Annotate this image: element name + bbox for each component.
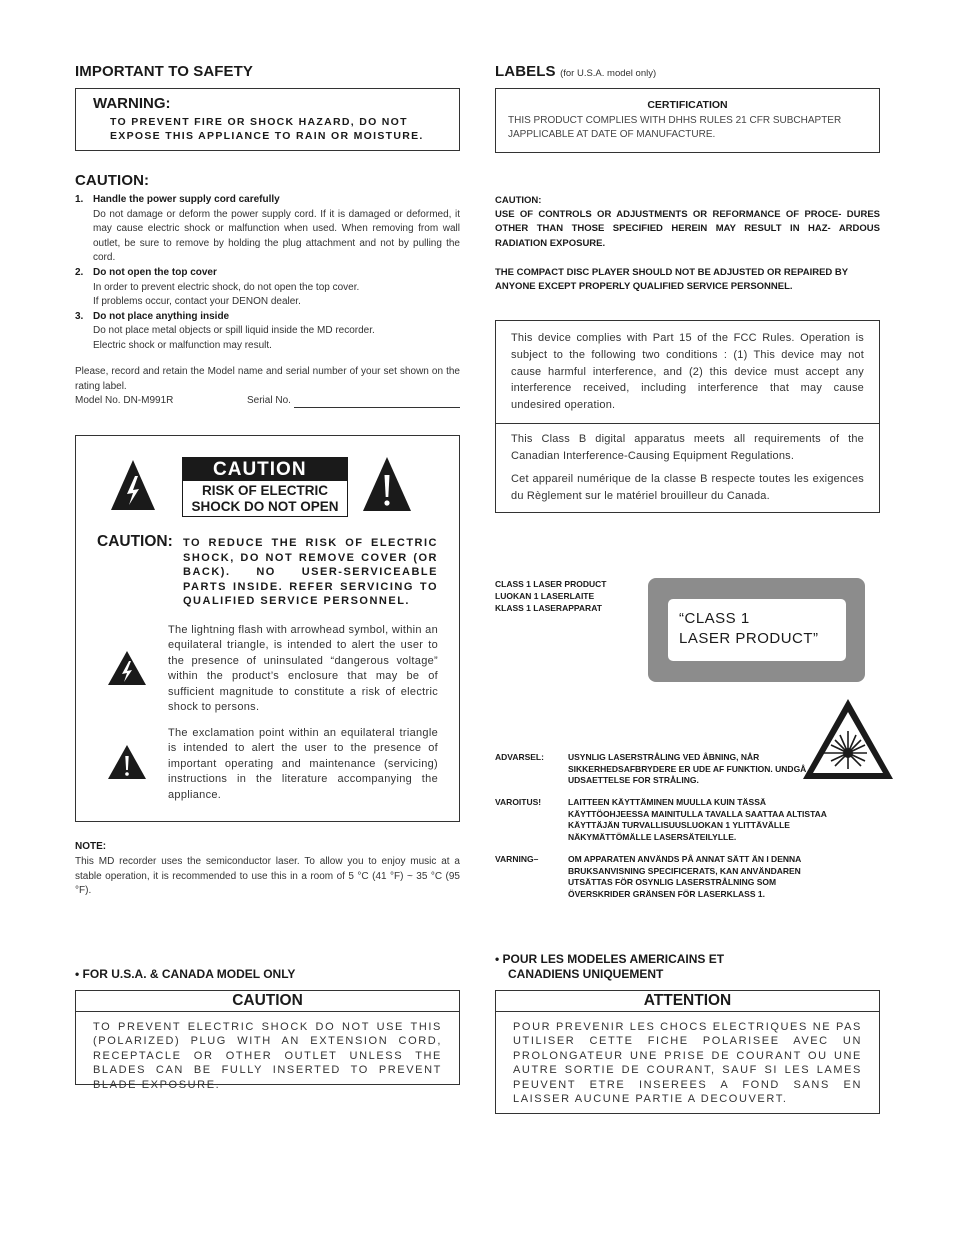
cd-player-text: THE COMPACT DISC PLAYER SHOULD NOT BE ADJUSTED OR REPAIRED BY ANYONE EXCEPT PROPERLY QUALIFIED SERVICE PERSONNEL. (495, 267, 848, 293)
certification-box (495, 88, 880, 153)
classb-french: Cet appareil numérique de la classe B respecte toutes les exigences du Règlement sur le matériel brouilleur du Canada. (511, 473, 864, 502)
usa-caution-text: TO PREVENT ELECTRIC SHOCK DO NOT USE THIS (POLARIZED) PLUG WITH AN EXTENSION CORD, RECEPTACLE OR OTHER OUTLET UNLESS THE BLADES CAN BE FULLY INSERTED TO PREVENT BLADE EXPOSURE. (93, 1021, 442, 1091)
certification-text: THIS PRODUCT COMPLIES WITH DHHS RULES 21 CFR SUBCHAPTER JAPPLICABLE AT DATE OF MANUFACTURE. (508, 115, 842, 140)
caution-banner (182, 457, 348, 517)
caution-list (75, 193, 460, 354)
warning-title: WARNING: (93, 95, 171, 112)
laser-caution-title: CAUTION: (495, 195, 542, 206)
retain-text: Please, record and retain the Model name and serial number of your set shown on the rating label. (75, 366, 460, 392)
certification-title: CERTIFICATION (647, 99, 728, 111)
nordic-text: OM APPARATEN ANVÄNDS PÅ ANNAT SÄTT ÄN I DENNA BRUKSANVISNING SPECIFICERATS, KAN ANVÄNDAREN UTSÄTTAS FÖR OSYNLIG LASERSTRÅLNING SOM ÖVERSKRIDER GRÄNSEN FÖR LASERKLASS 1. (568, 854, 801, 899)
laser-line: CLASS 1 LASER PRODUCT (495, 579, 607, 589)
note-title: NOTE: (75, 841, 107, 852)
warning-text: TO PREVENT FIRE OR SHOCK HAZARD, DO NOT EXPOSE THIS APPLIANCE TO RAIN OR MOISTURE. (110, 116, 424, 142)
lightning-triangle-icon (107, 650, 147, 686)
caution-text: TO REDUCE THE RISK OF ELECTRIC SHOCK, DO NOT REMOVE COVER (OR BACK). NO USER-SERVICEABLE PARTS INSIDE. REFER SERVICING TO QUALIFIED SERVICE PERSONNEL. (183, 537, 438, 608)
classb-english: This Class B digital apparatus meets all requirements of the Canadian Interference-Causing Equipment Regulations. (511, 433, 864, 462)
laser-caution-text: USE OF CONTROLS OR ADJUSTMENTS OR REFORMANCE OF PROCE- DURES OTHER THAN THOSE SPECIFIED HEREIN MAY RESULT IN HAZ- ARDOUS RADIATION EXPOSURE. (495, 209, 880, 249)
nordic-text: USYNLIG LASERSTRÅLING VED ÅBNING, NÅR SIKKERHEDSAFBRYDERE ER UDE AF FUNKTION. UNDGÅ UDSAETTELSE FOR STRÅLING. (568, 752, 807, 786)
usa-caution-title: CAUTION (76, 991, 459, 1012)
nordic-label: ADVARSEL: (495, 752, 544, 762)
item-text: If problems occur, contact your DENON dealer. (93, 296, 301, 308)
labels-heading-row (495, 63, 656, 81)
list-item (75, 310, 460, 354)
french-heading-line1: • POUR LES MODELES AMERICAINS ET (495, 952, 725, 966)
item-text: Do not place metal objects or spill liquid inside the MD recorder. (93, 325, 375, 337)
laser-label (648, 578, 865, 682)
warning-box (75, 88, 460, 151)
serial-label: Serial No. (247, 395, 291, 406)
model-number: Model No. DN-M991R (75, 395, 174, 406)
exclamation-triangle-icon (361, 455, 413, 513)
attention-text: POUR PREVENIR LES CHOCS ELECTRIQUES NE PAS UTILISER CETTE FICHE POLARISEE AVEC UN PROLONGATEUR UNE PRISE DE COURANT OU UNE AUTRE SORTIE DE COURANT, SAUF SI LES LAMES PEUVENT ETRE INSEREES A FOND SANS EN LAISSER AUCUNE PARTIE A DECOUVERT. (513, 1021, 862, 1106)
usa-caution-box (75, 990, 460, 1091)
item-text: In order to prevent electric shock, do not open the top cover. (93, 281, 360, 293)
laser-class-lines (495, 578, 606, 614)
item-number: 2. (75, 266, 84, 278)
banner-line1: RISK OF ELECTRIC (201, 483, 328, 498)
usa-canada-heading: • FOR U.S.A. & CANADA MODEL ONLY (75, 967, 296, 981)
labels-heading: LABELS (495, 63, 556, 80)
exclamation-triangle-icon (107, 744, 147, 780)
attention-title: ATTENTION (496, 991, 879, 1012)
laser-label-line2: LASER PRODUCT” (679, 630, 819, 647)
attention-box (495, 990, 880, 1114)
item-text: Electric shock or malfunction may result. (93, 339, 272, 351)
fcc-divider (496, 423, 879, 424)
fcc-text: This device complies with Part 15 of the FCC Rules. Operation is subject to the following two conditions : (1) This device may not cause harmful interference, and (2) this device must accept any interference received, including interference that may cause undesired operation. (511, 332, 864, 412)
caution-heading: CAUTION: (75, 172, 150, 189)
nordic-label: VARNING– (495, 854, 539, 864)
item-text: Do not damage or deform the power supply cord. If it is damaged or deformed, it may cause electric shock or malfunction when used. When removing from wall outlet, be sure to remove by holding the plug attachment and not by pulling the cord. (93, 208, 460, 264)
note-text: This MD recorder uses the semiconductor laser. To allow you to enjoy music at a stable operation, it is recommended to use this in a room of 5 °C (41 °F) ~ 35 °C (95 °F). (75, 856, 460, 897)
list-item (75, 266, 460, 310)
lightning-explanation: The lightning flash with arrowhead symbol, within an equilateral triangle, is intended to alert the user to the presence of uninsulated “dangerous voltage” within the product’s enclosure that may be of sufficient magnitude to constitute a risk of electric shock to persons. (168, 624, 438, 714)
caution-label: CAUTION: (97, 533, 173, 550)
item-title: Do not place anything inside (93, 310, 230, 322)
exclamation-explanation: The exclamation point within an equilateral triangle is intended to alert the user to the presence of important operating and maintenance (servicing) instructions in the literature accompanying the appliance. (168, 727, 438, 801)
nordic-text: LAITTEEN KÄYTTÄMINEN MUULLA KUIN TÄSSÄ KÄYTTÖOHJEESSA MAINITULLA TAVALLA SAATTAA ALTISTAA KÄYTTÄJÄN TURVALLISUUSLUOKAN 1 YLITTÄVÄLLE NÄKYMÄTTÖMÄLLE LASERSÄTEILYLLE. (568, 797, 827, 842)
french-heading (495, 952, 724, 982)
item-title: Handle the power supply cord carefully (93, 194, 280, 205)
item-number: 3. (75, 310, 84, 322)
laser-label-line1: “CLASS 1 (679, 610, 750, 627)
list-item (75, 193, 460, 266)
french-heading-line2: CANADIENS UNIQUEMENT (508, 967, 664, 981)
nordic-label: VAROITUS! (495, 797, 542, 807)
caution-symbol-box (75, 435, 460, 822)
laser-label-inner (668, 599, 846, 661)
important-safety-heading: IMPORTANT TO SAFETY (75, 63, 254, 80)
nordic-warnings (495, 750, 835, 910)
fcc-box (495, 320, 880, 513)
labels-note: (for U.S.A. model only) (560, 68, 657, 79)
serial-line (294, 407, 460, 408)
lightning-triangle-icon (109, 458, 157, 512)
item-title: Do not open the top cover (93, 266, 217, 278)
banner-line2: SHOCK DO NOT OPEN (191, 499, 339, 514)
banner-title: CAUTION (183, 458, 347, 481)
laser-line: LUOKAN 1 LASERLAITE (495, 591, 595, 601)
laser-line: KLASS 1 LASERAPPARAT (495, 603, 602, 613)
item-number: 1. (75, 194, 84, 205)
